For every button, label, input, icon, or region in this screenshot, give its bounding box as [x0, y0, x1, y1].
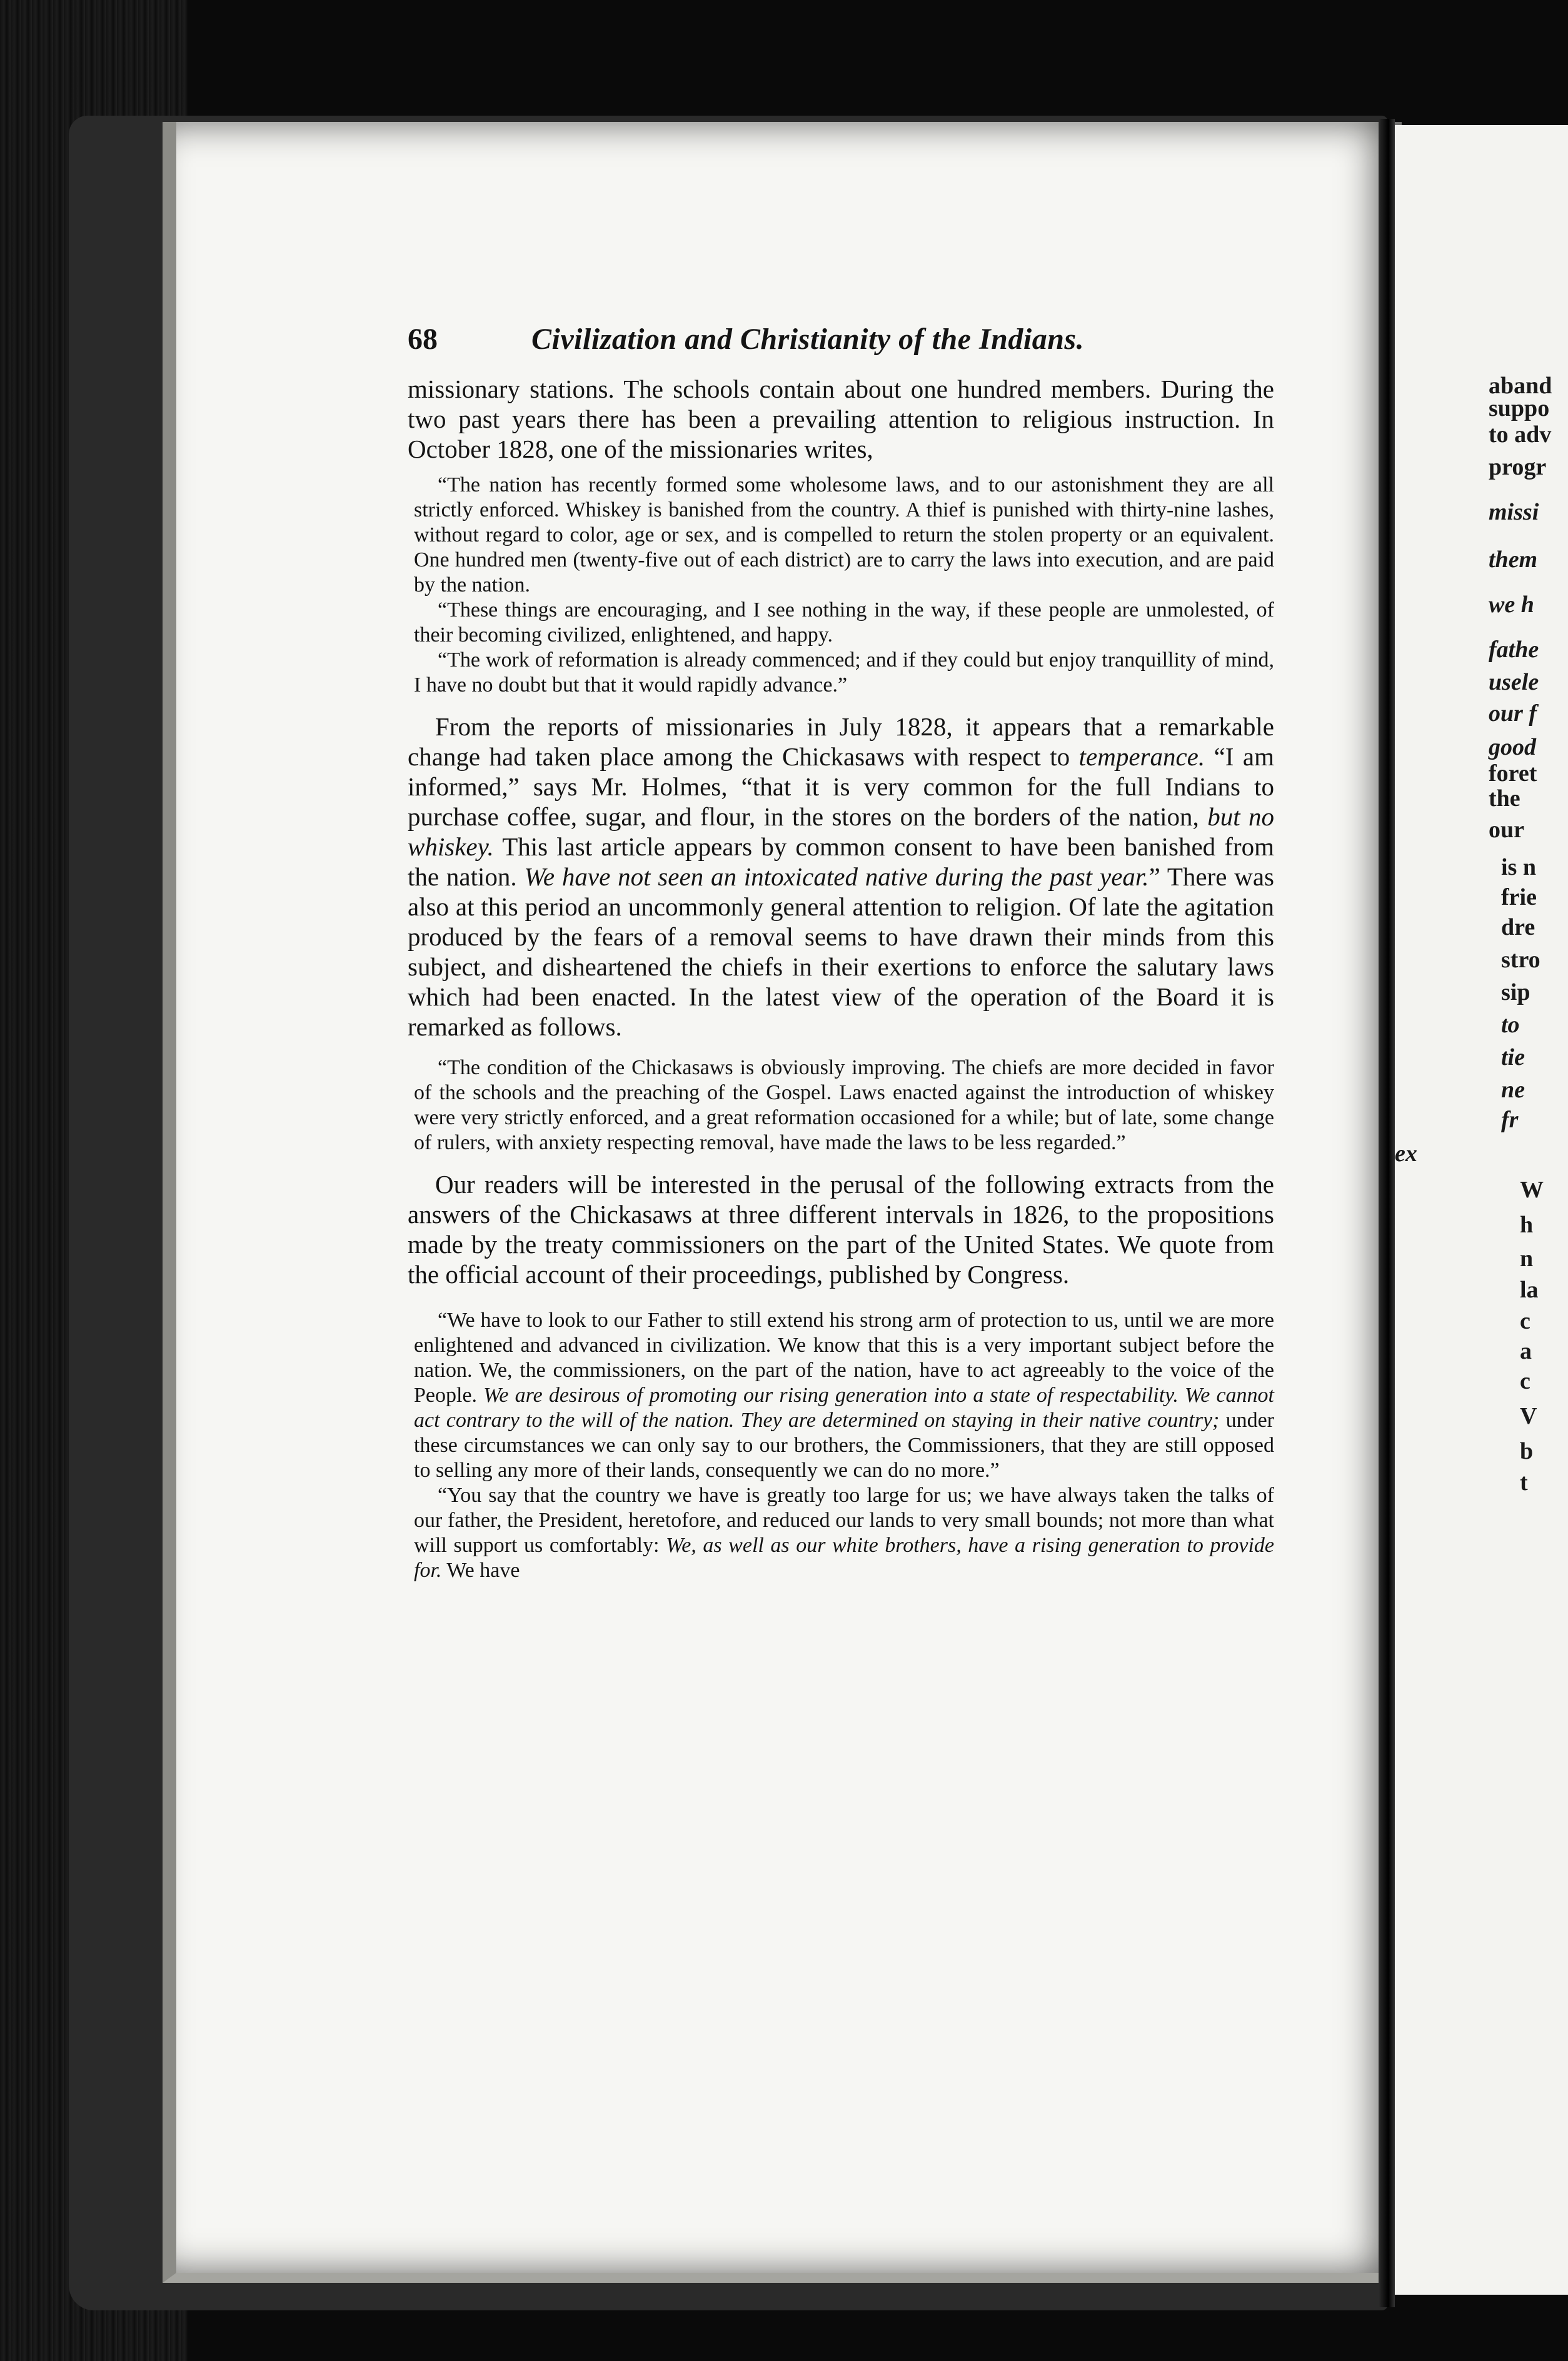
facing-page-word: c: [1520, 1368, 1530, 1394]
quote-paragraph: “The work of reformation is already commenced; and if they could but enjoy tranquillity of mind, I have no doubt but that it would rapidly advance.”: [414, 648, 1274, 697]
text-run: “We have to look to our Father to still extend his strong arm of protection to us, until we are more enlightened and advanced in civilization. We know that this is a very important subject before the nation. We, the commissioners, on the part of the nation, have to act agreeably to the voice of the People.: [414, 1309, 1274, 1407]
facing-page-word: W: [1520, 1177, 1544, 1203]
italic-run: We, as well as our white brothers, have a rising generation to provide for.: [414, 1534, 1274, 1582]
facing-page-word: we h: [1489, 592, 1534, 618]
quote-paragraph: “The nation has recently formed some wholesome laws, and to our astonishment they are all strictly enforced. Whiskey is banished from the country. A thief is punished with thirty-nine lashes, without regard to color, age or sex, and is compelled to return the stolen property or an equivalent. One hundred men (twenty-five out of each district) are to carry the laws into execution, and are paid by the nation.: [414, 473, 1274, 597]
facing-page-word: V: [1520, 1403, 1537, 1429]
facing-page-word: c: [1520, 1308, 1530, 1334]
facing-page-fragment: [1395, 125, 1568, 2295]
facing-page-word: them: [1489, 546, 1538, 573]
blockquote-2: [408, 1055, 1274, 1155]
facing-page-word: usele: [1489, 669, 1539, 695]
page-number: 68: [408, 323, 438, 356]
text-run: under these circumstances we can only say to our brothers, the Commissioners, that they are still opposed to selling any more of their lands, consequently we can do no more.”: [414, 1409, 1274, 1482]
facing-page-word: stro: [1501, 947, 1540, 973]
text-run: From the reports of missionaries in July 1828, it appears that a remarkable change had taken place among the Chickasaws with respect to: [408, 712, 1274, 771]
quote-paragraph: [414, 1483, 1274, 1583]
facing-page-word: n: [1520, 1246, 1534, 1272]
text-run: ” There was also at this period an uncommonly general attention to religion. Of late the agitation produced by the fears of a removal seems to have drawn their minds from this subject, and disheartened the chiefs in their exertions to enforce the salutary laws which had been enacted. In the latest view of the operation of the Board it is remarked as follows.: [408, 862, 1275, 1041]
facing-page-word: dre: [1501, 914, 1535, 940]
facing-page-word: progr: [1489, 454, 1547, 480]
quote-paragraph: “These things are encouraging, and I see nothing in the way, if these people are unmolested, of their becoming civilized, enlightened, and happy.: [414, 598, 1274, 647]
facing-page-word: h: [1520, 1212, 1534, 1238]
facing-page-word: suppo: [1489, 395, 1550, 421]
text-run: We have: [446, 1559, 520, 1582]
quote-paragraph: [414, 1308, 1274, 1483]
running-head: [408, 322, 1274, 356]
italic-run: but no whiskey.: [408, 802, 1275, 861]
italic-run: temperance.: [1078, 742, 1205, 771]
facing-page-word: t: [1520, 1469, 1528, 1496]
book-gutter: [1379, 119, 1395, 2307]
page-text-block: [408, 322, 1274, 1583]
facing-page-word: aband: [1489, 373, 1552, 399]
facing-page-word: fr: [1501, 1107, 1519, 1133]
italic-run: We have not seen an intoxicated native during the past year.: [524, 862, 1149, 891]
facing-page-word: fathe: [1489, 637, 1539, 663]
text-run: “I am informed,” says Mr. Holmes, “that it is very common for the full Indians to purchase coffee, sugar, and flour, in the stores on the borders of the nation,: [408, 742, 1274, 831]
facing-page-word: our: [1489, 817, 1524, 843]
facing-page-word: tie: [1501, 1044, 1525, 1070]
facing-page-word: to adv: [1489, 421, 1552, 448]
running-title: Civilization and Christianity of the Indians.: [531, 323, 1085, 356]
facing-page-word: good: [1489, 734, 1536, 760]
facing-page-word: foret: [1489, 760, 1537, 787]
facing-page-word: ne: [1501, 1077, 1525, 1103]
facing-page-word: frie: [1501, 884, 1537, 910]
facing-page-word: missi: [1489, 499, 1539, 525]
italic-run: We are desirous of promoting our rising generation into a state of respectability. We cannot act contrary to the will of the nation. They are determined on staying in their native country;: [414, 1384, 1274, 1432]
text-run: “You say that the country we have is greatly too large for us; we have always taken the talks of our father, the President, heretofore, and reduced our lands to very small bounds; not more than what will support us comfortably:: [414, 1484, 1274, 1557]
facing-page-word: the: [1489, 785, 1520, 812]
paragraph-2: [408, 712, 1274, 1042]
paragraph-3: Our readers will be interested in the perusal of the following extracts from the answers of the Chickasaws at three different intervals in 1826, to the propositions made by the treaty commissioners on the part of the United States. We quote from the official account of their proceedings, published by Congress.: [408, 1170, 1274, 1289]
text-run: This last article appears by common consent to have been banished from the nation.: [408, 832, 1274, 891]
quote-paragraph: “The condition of the Chickasaws is obviously improving. The chiefs are more decided in favor of the schools and the preaching of the Gospel. Laws enacted against the introduction of whiskey were very strictly enforced, and a great reformation occasioned for a while; but of late, some change of rulers, with anxiety respecting removal, have made the laws to be less regarded.”: [414, 1056, 1274, 1154]
paragraph-1: missionary stations. The schools contain about one hundred members. During the two past years there has been a prevailing attention to religious instruction. In October 1828, one of the missionaries writes,: [408, 375, 1274, 463]
facing-page-word: is n: [1501, 854, 1536, 880]
blockquote-3: [408, 1308, 1274, 1583]
facing-page-word: b: [1520, 1438, 1534, 1464]
facing-page-word: sip: [1501, 979, 1530, 1005]
blockquote-1: [408, 473, 1274, 698]
facing-page-word: our f: [1489, 700, 1537, 727]
facing-page-word: a: [1520, 1338, 1532, 1364]
facing-page-word: ex: [1395, 1140, 1417, 1167]
facing-page-word: to: [1501, 1012, 1520, 1038]
facing-page-word: la: [1520, 1277, 1539, 1303]
